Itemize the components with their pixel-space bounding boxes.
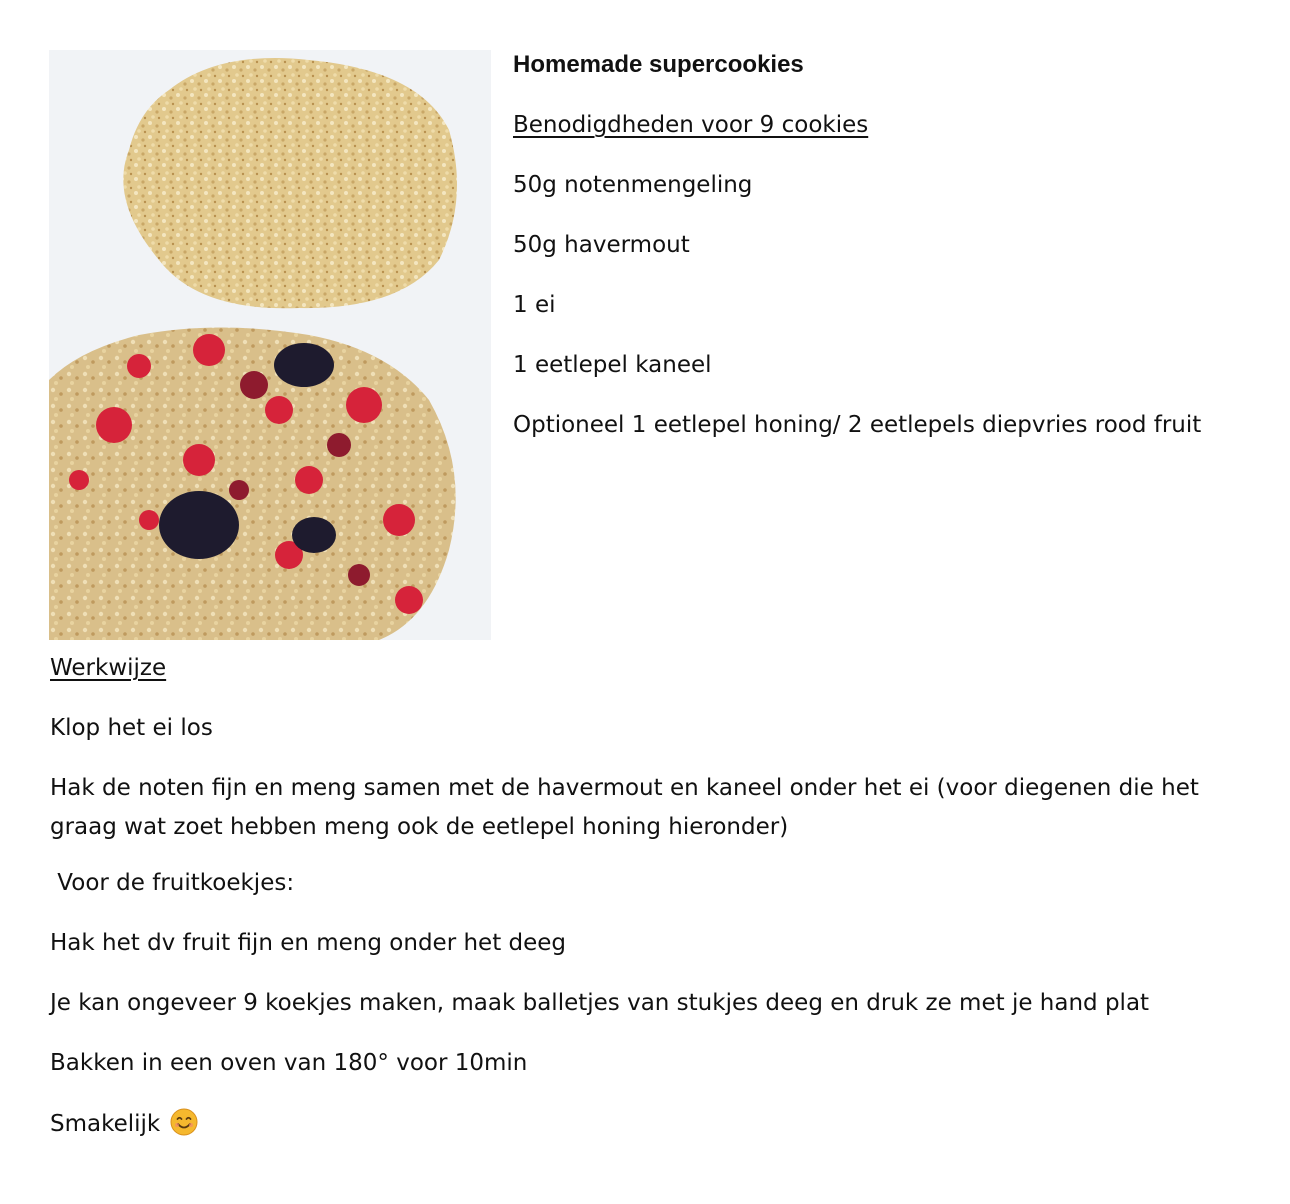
closing-line	[50, 1108, 1250, 1168]
method-section	[50, 653, 1250, 1168]
method-step: Hak het dv fruit fijn en meng onder het deeg	[50, 930, 567, 956]
cookies-photo	[49, 50, 491, 640]
method-heading: Werkwijze	[50, 655, 167, 681]
smiling-face-icon	[170, 1108, 198, 1136]
ingredients-section	[513, 50, 1273, 470]
closing-text: Smakelijk	[50, 1111, 161, 1137]
method-step: Je kan ongeveer 9 koekjes maken, maak balletjes van stukjes deeg en druk ze met je hand plat	[50, 990, 1150, 1016]
method-step: Hak de noten fijn en meng samen met de havermout en kaneel onder het ei (voor diegenen die het graag wat zoet hebben meng ook de eetlepel honing hieronder)	[50, 775, 1199, 840]
ingredient-item: 1 eetlepel kaneel	[513, 352, 712, 378]
method-step: Voor de fruitkoekjes:	[50, 870, 295, 896]
ingredients-heading: Benodigdheden voor 9 cookies	[513, 112, 869, 138]
ingredient-item: 50g havermout	[513, 232, 690, 258]
recipe-title: Homemade supercookies	[513, 51, 804, 78]
ingredient-item: Optioneel 1 eetlepel honing/ 2 eetlepels diepvries rood fruit	[513, 412, 1202, 438]
method-step: Bakken in een oven van 180° voor 10min	[50, 1050, 528, 1076]
ingredient-item: 50g notenmengeling	[513, 172, 753, 198]
method-step: Klop het ei los	[50, 715, 213, 741]
ingredient-item: 1 ei	[513, 292, 556, 318]
